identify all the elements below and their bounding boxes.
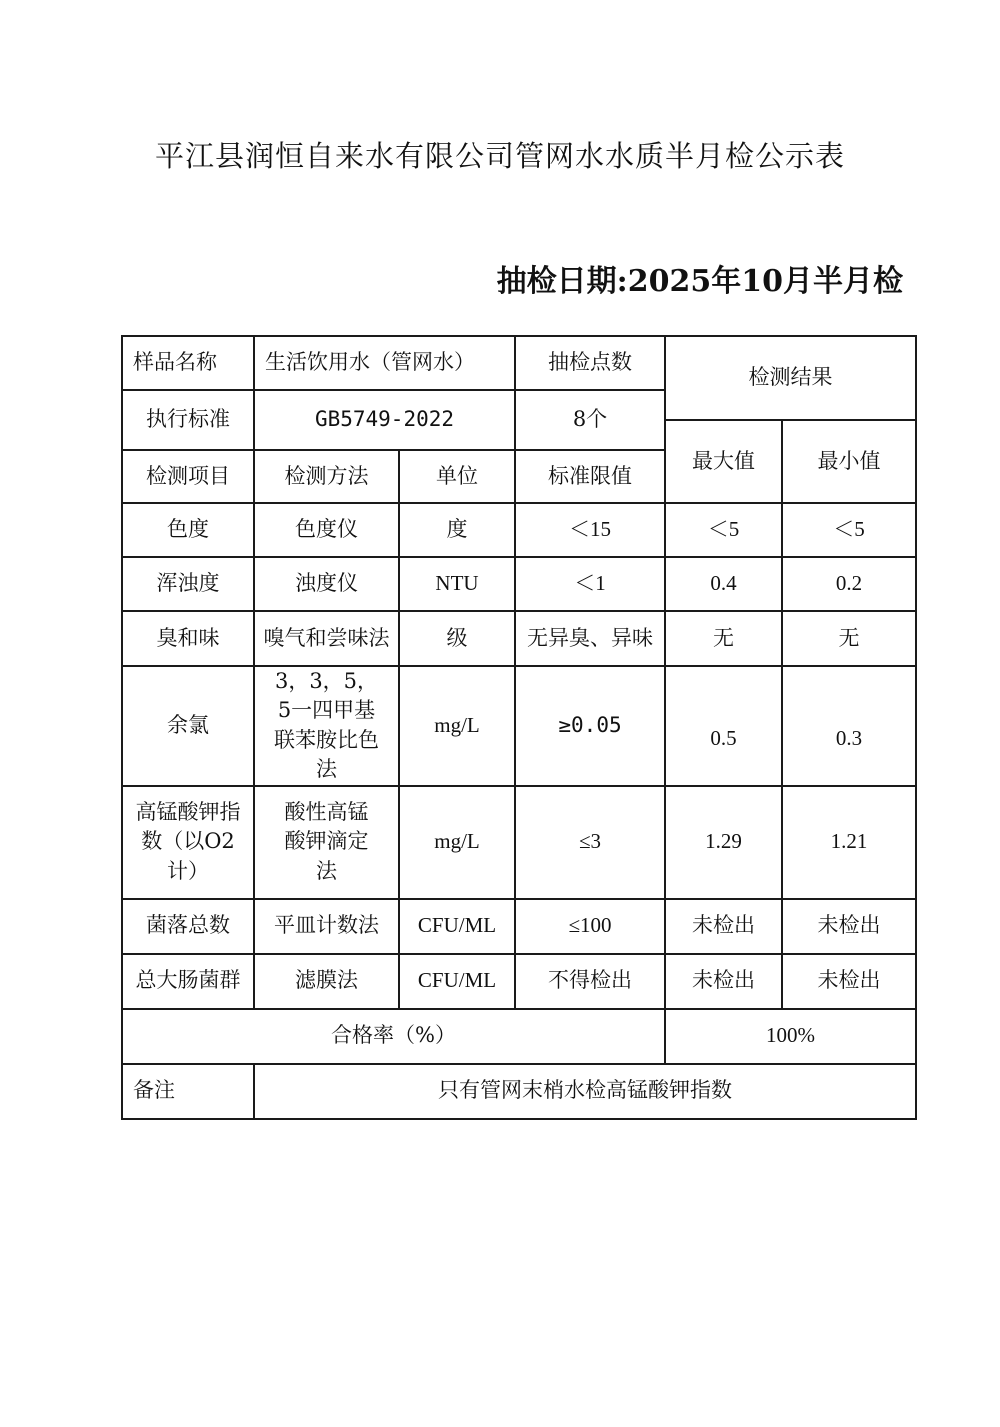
method-cell: 色度仪 [254, 503, 399, 557]
min-cell: 未检出 [782, 954, 916, 1009]
method-cell: 浊度仪 [254, 557, 399, 611]
item-cell: 总大肠菌群 [122, 954, 254, 1009]
table-row [122, 786, 916, 899]
table-row [122, 1064, 916, 1119]
column-header-limit: 标准限值 [515, 450, 665, 503]
results-label: 检测结果 [665, 336, 916, 420]
max-cell: 无 [665, 611, 782, 666]
unit-cell: 度 [399, 503, 515, 557]
table-row [122, 611, 916, 666]
item-cell: 余氯 [122, 666, 254, 786]
max-cell: 未检出 [665, 954, 782, 1009]
unit-cell: CFU/ML [399, 899, 515, 954]
min-cell: 无 [782, 611, 916, 666]
limit-cell: ≤3 [515, 786, 665, 899]
limit-cell: 无异臭、异味 [515, 611, 665, 666]
method-cell: 滤膜法 [254, 954, 399, 1009]
max-label: 最大值 [665, 420, 782, 503]
min-cell: 0.2 [782, 557, 916, 611]
item-cell: 色度 [122, 503, 254, 557]
min-label: 最小值 [782, 420, 916, 503]
pass-rate-label: 合格率（%） [122, 1009, 665, 1064]
unit-cell: mg/L [399, 786, 515, 899]
sample-name-value: 生活饮用水（管网水） [254, 336, 515, 390]
unit-cell: CFU/ML [399, 954, 515, 1009]
table-row [122, 1009, 916, 1064]
inspection-date: 抽检日期:2025年10月半月检 [496, 264, 903, 299]
limit-cell: ＜15 [515, 503, 665, 557]
limit-cell: ＜1 [515, 557, 665, 611]
min-cell: 1.21 [782, 786, 916, 899]
sample-points-value: 8个 [515, 390, 665, 450]
limit-cell: 不得检出 [515, 954, 665, 1009]
sample-name-label: 样品名称 [122, 336, 254, 390]
sample-points-label: 抽检点数 [515, 336, 665, 390]
method-cell: 平皿计数法 [254, 899, 399, 954]
column-header-method: 检测方法 [254, 450, 399, 503]
min-cell: 0.3 [782, 666, 916, 786]
unit-cell: 级 [399, 611, 515, 666]
table-row [122, 954, 916, 1009]
table-row [122, 336, 916, 390]
standard-label: 执行标准 [122, 390, 254, 450]
pass-rate-value: 100% [665, 1009, 916, 1064]
item-cell: 高锰酸钾指数（以O2计） [122, 786, 254, 899]
method-cell: 嗅气和尝味法 [254, 611, 399, 666]
max-cell: 0.4 [665, 557, 782, 611]
method-cell: 3，3，5，5一四甲基联苯胺比色法 [254, 666, 399, 786]
unit-cell: mg/L [399, 666, 515, 786]
remarks-label: 备注 [122, 1064, 254, 1119]
method-cell: 酸性高锰酸钾滴定法 [254, 786, 399, 899]
limit-cell: ≤100 [515, 899, 665, 954]
max-cell: ＜5 [665, 503, 782, 557]
max-cell: 0.5 [665, 666, 782, 786]
column-header-unit: 单位 [399, 450, 515, 503]
min-cell: 未检出 [782, 899, 916, 954]
standard-value: GB5749-2022 [254, 390, 515, 450]
water-quality-table [121, 335, 917, 1120]
item-cell: 浑浊度 [122, 557, 254, 611]
limit-cell: ≥0.05 [515, 666, 665, 786]
max-cell: 1.29 [665, 786, 782, 899]
max-cell: 未检出 [665, 899, 782, 954]
table-row [122, 899, 916, 954]
item-cell: 菌落总数 [122, 899, 254, 954]
table-row [122, 666, 916, 786]
item-cell: 臭和味 [122, 611, 254, 666]
table-row [122, 557, 916, 611]
remarks-value: 只有管网末梢水检高锰酸钾指数 [254, 1064, 916, 1119]
table-row [122, 503, 916, 557]
page-title: 平江县润恒自来水有限公司管网水水质半月检公示表 [154, 139, 845, 173]
unit-cell: NTU [399, 557, 515, 611]
column-header-item: 检测项目 [122, 450, 254, 503]
min-cell: ＜5 [782, 503, 916, 557]
